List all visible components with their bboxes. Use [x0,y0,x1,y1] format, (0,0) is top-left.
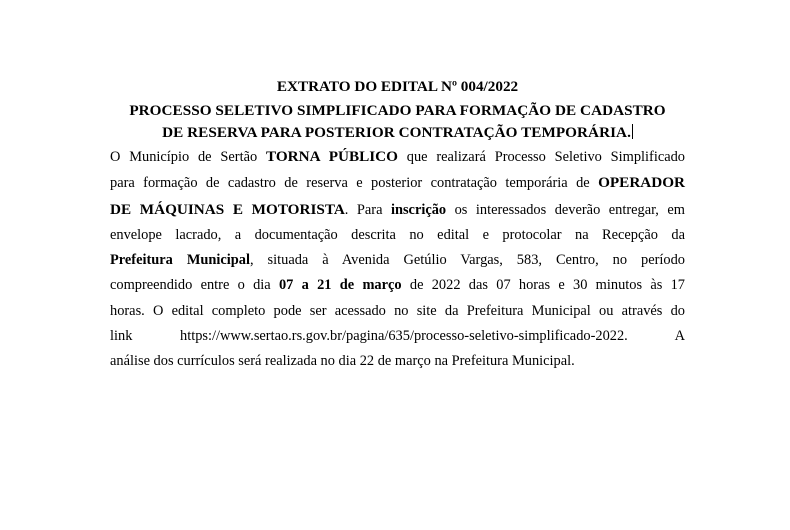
document-subtitle-line-2-text: DE RESERVA PARA POSTERIOR CONTRATAÇÃO TEMPORÁRIA. [162,124,631,141]
document-subtitle-line-2 [110,122,685,144]
body-line-6-part-c: de 2022 das 07 horas e 30 minutos às 17 [401,277,685,294]
body-line-8 [110,324,685,349]
body-line-2-bold: OPERADOR [598,174,685,192]
body-line-6-bold-dates: 07 a 21 de março [278,277,402,294]
body-line-8-part-c: A [674,328,685,345]
body-line-9: análise dos currículos será realizada no dia 22 de março na Prefeitura Municipal. [110,353,575,370]
body-line-3-bold-inscricao: inscrição [390,201,447,218]
document-title: EXTRATO DO EDITAL Nº 004/2022 [276,78,519,95]
body-line-1-bold: TORNA PÚBLICO [265,148,398,165]
document-body [110,144,685,375]
body-line-6-part-a: compreendido entre o dia [110,277,279,294]
body-line-5-bold: Prefeitura Municipal [110,252,250,269]
body-line-3-bold: DE MÁQUINAS E MOTORISTA [110,200,345,218]
document-subtitle-line-1: PROCESSO SELETIVO SIMPLIFICADO PARA FORMAÇÃO DE CADASTRO [129,102,666,119]
body-line-3-part-d: os interessados deverão entregar, em [446,201,685,218]
body-line-2 [110,170,685,196]
document-page [110,76,685,375]
body-line-3-part-b: . Para [344,201,391,218]
body-line-5-part-b: , situada à Avenida Getúlio Vargas, 583, Centro, no período [250,252,685,269]
body-line-2-part-a: para formação de cadastro de reserva e posterior contratação temporária de [110,175,599,192]
body-line-4: envelope lacrado, a documentação descrita no edital e protocolar na Recepção da [110,226,685,243]
body-line-3 [110,197,685,223]
text-cursor-icon [632,124,633,139]
body-line-1-part-a: O Município de Sertão [110,149,266,165]
edital-url-link[interactable]: https://www.sertao.rs.gov.br/pagina/635/processo-seletivo-simplificado-2022. [180,328,628,345]
body-line-6 [110,273,685,298]
body-line-8-link-label: link [110,328,133,345]
body-line-1 [110,144,685,170]
body-line-7: horas. O edital completo pode ser acessado no site da Prefeitura Municipal ou através do [110,302,685,319]
body-line-5 [110,248,685,273]
body-line-1-part-c: que realizará Processo Seletivo Simplificado [397,149,685,165]
